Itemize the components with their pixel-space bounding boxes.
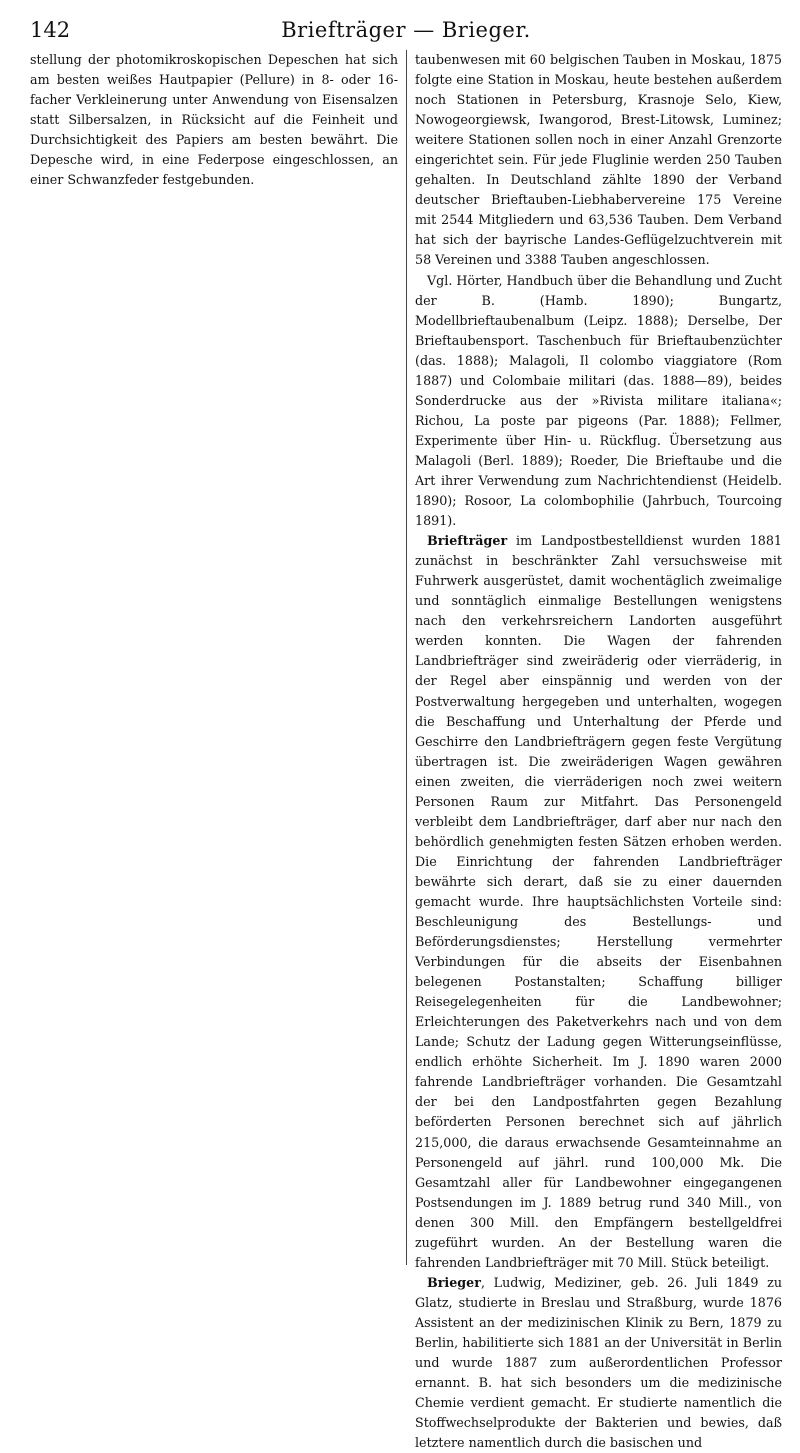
page-header: [30, 12, 782, 50]
text-columns: [30, 50, 782, 1451]
entry-brieftraeger: Briefträger im Landpostbestelldienst wurden 1881 zunächst in beschränkter Zahl versuchsweise mit Fuhrwerk ausgerüstet, damit wochentäglich zweimalige und sonntäglich einmalige Bestellungen wenigstens nach den verkehrsreichern Landorten ausgeführt werden konnten. Die Wagen der fahrenden Landbriefträger sind zweiräderig oder vierräderig, in der Regel aber einspännig und werden von der Postverwaltung hergegeben und unterhalten, wogegen die Beschaffung und Unterhaltung der Pferde und Geschirre den Landbriefträgern gegen feste Vergütung übertragen ist. Die zweiräderigen Wagen gewähren einen zweiten, die vierräderigen noch zwei weitern Personen Raum zur Mitfahrt. Das Personengeld verbleibt dem Landbriefträger, darf aber nur nach den behördlich genehmigten festen Sätzen erhoben werden. Die Einrichtung der fahrenden Landbriefträger bewährte sich derart, daß sie zu einer dauernden gemacht wurde. Ihre hauptsächlichsten Vorteile sind: Beschleunigung des Bestellungs- und Beförderungsdienstes; Herstellung vermehrter Verbindungen für die abseits der Eisenbahnen belegenen Postanstalten; Schaffung billiger Reisegelegenheiten für die Landbewohner; Erleichterungen des Paketverkehrs nach und von dem Lande; Schutz der Ladung gegen Witterungseinflüsse, endlich erhöhte Sicherheit. Im J. 1890 waren 2000 fahrende Landbriefträger vorhanden. Die Gesamtzahl der bei den Landpostfahrten gegen Bezahlung beförderten Personen berechnet sich auf jährlich 215,000, die daraus erwachsende Gesamteinnahme an Personengeld auf jährl. rund 100,000 Mk. Die Gesamtzahl aller für Landbewohner eingegangenen Postsendungen im J. 1889 betrug rund 340 Mill., von denen 300 Mill. den Empfängern bestellgeldfrei zugeführt wurden. An der Bestellung waren die fahrenden Landbriefträger mit 70 Mill. Stück beteiligt.: [415, 533, 782, 1270]
left-column: [30, 50, 406, 1265]
right-column: [406, 50, 782, 1451]
bibliography-paragraph: Vgl. Hörter, Handbuch über die Behandlung und Zucht der B. (Hamb. 1890); Bungartz, Modellbrieftaubenalbum (Leipz. 1888); Derselbe, Der Brieftaubensport. Taschenbuch für Brieftaubenzüchter (das. 1888); Malagoli, Il colombo viaggiatore (Rom 1887) und Colombaie militari (das. 1888—89), beides Sonderdrucke aus der »Rivista militare italiana«; Richou, La poste par pigeons (Par. 1888); Fellmer, Experimente über Hin- u. Rückflug. Übersetzung aus Malagoli (Berl. 1889); Roeder, Die Brieftaube und die Art ihrer Verwendung zum Nachrichtendienst (Heidelb. 1890); Rosoor, La colombophilie (Jahrbuch, Tourcoing 1891).: [415, 272, 782, 529]
entry-brieger: Brieger, Ludwig, Mediziner, geb. 26. Juli 1849 zu Glatz, studierte in Breslau und Straßburg, wurde 1876 Assistent an der medizinischen Klinik zu Bern, 1879 zu Berlin, habilitierte sich 1881 an der Universität in Berlin und wurde 1887 zum außerordentlichen Professor ernannt. B. hat sich besonders um die medizinische Chemie verdient gemacht. Er studierte namentlich die Stoffwechselprodukte der Bakterien und bewies, daß letztere namentlich durch die basischen und: [415, 1274, 782, 1451]
entry-lemma: Briefträger: [427, 533, 508, 549]
paragraph: taubenwesen mit 60 belgischen Tauben in Moskau, 1875 folgte eine Station in Moskau, heute bestehen außerdem noch Stationen in Petersburg, Krasnoje Selo, Kiew, Nowogeorgiewsk, Iwangorod, Brest-Litowsk, Luminez; weitere Stationen sollen noch in einer Anzahl Grenzorte eingerichtet sein. Für jede Fluglinie werden 250 Tauben gehalten. In Deutschland zählte 1890 der Verband deutscher Brieftauben-Liebhabervereine 175 Vereine mit 2544 Mitgliedern und 63,536 Tauben. Dem Verband hat sich der bayrische Landes-Geflügelzuchtverein mit 58 Vereinen und 3388 Tauben angeschlossen.: [415, 52, 782, 268]
page-number: 142: [30, 18, 71, 42]
running-head: Briefträger — Brieger.: [281, 18, 531, 42]
paragraph: stellung der photomikroskopischen Depeschen hat sich am besten weißes Hautpapier (Pellure) in 8- oder 16-facher Verkleinerung unter Anwendung von Eisensalzen statt Silbersalzen, in Rücksicht auf die Feinheit und Durchsichtigkeit des Papiers am besten bewährt. Die Depesche wird, in eine Federpose eingeschlossen, an einer Schwanzfeder festgebunden.: [30, 52, 398, 188]
entry-lemma: Brieger: [427, 1274, 481, 1290]
